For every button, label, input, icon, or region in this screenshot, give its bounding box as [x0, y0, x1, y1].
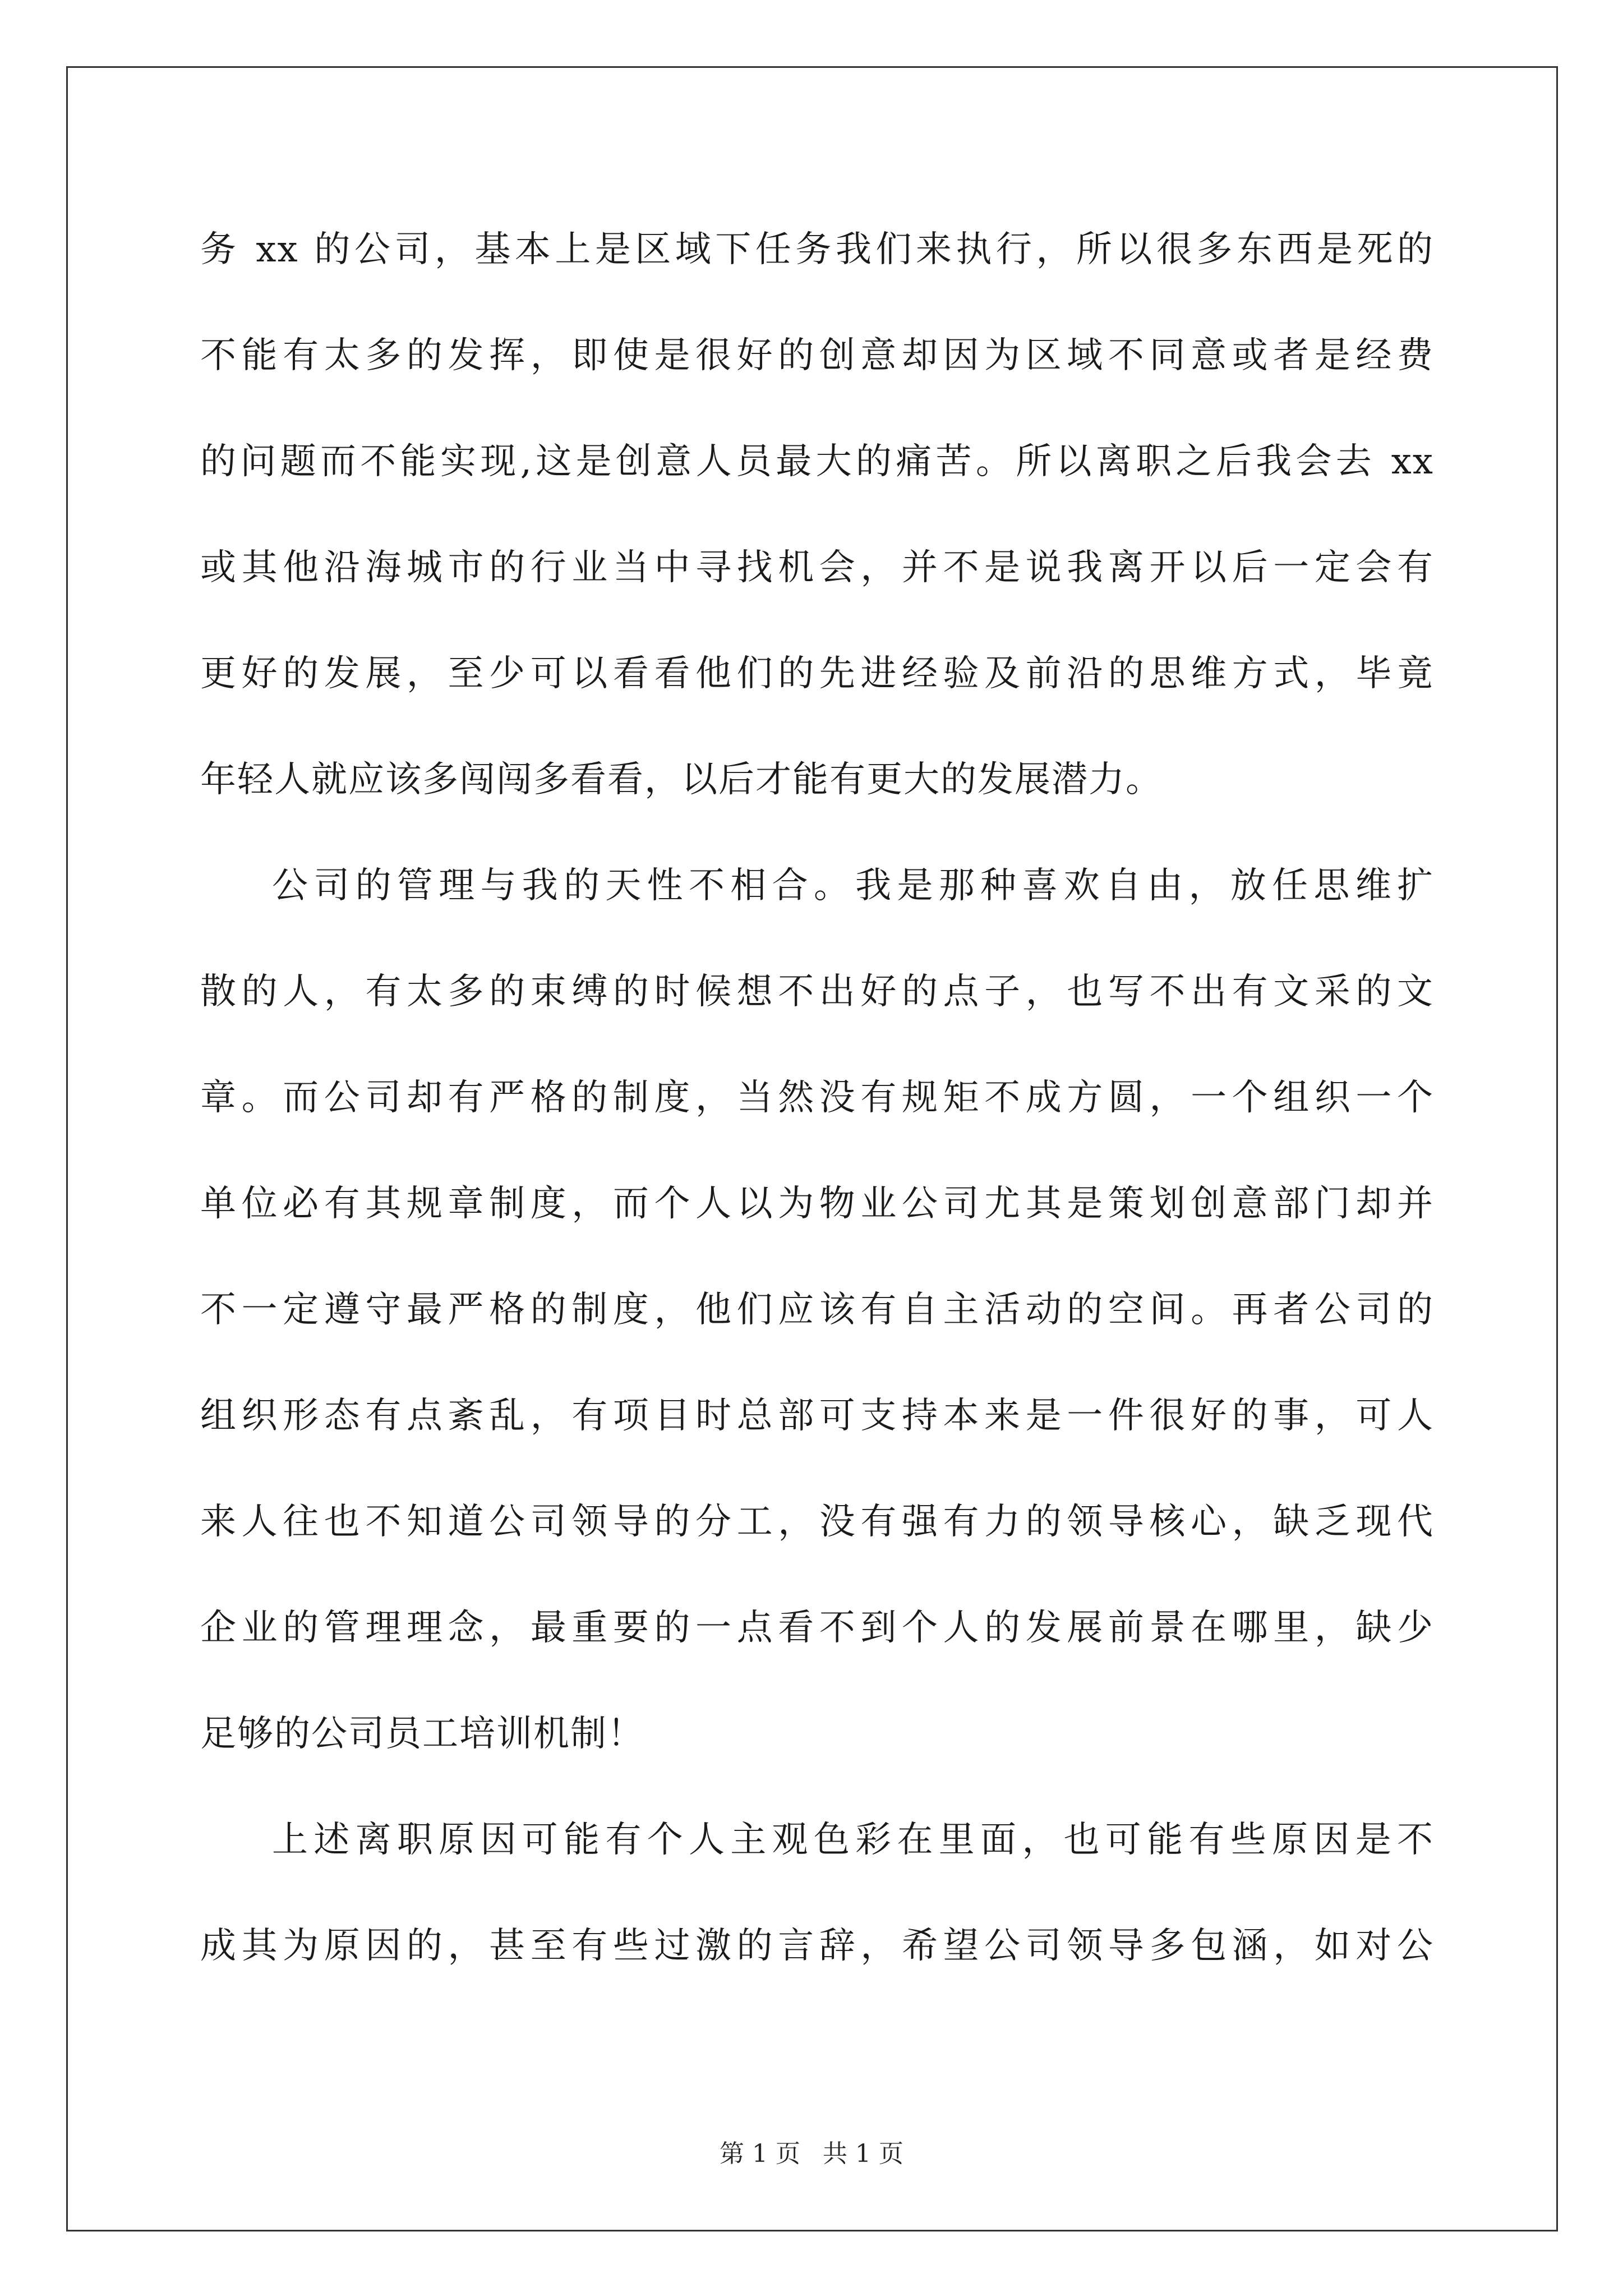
page-number: 第 1 页: [720, 2139, 800, 2168]
text-line: 足够的公司员工培训机制！: [200, 1713, 644, 1755]
text-line: 的问题而不能实现,这是创意人员最大的痛苦。所以离职之后我会去 xx: [200, 441, 1434, 482]
text-line: 企业的管理理念，最重要的一点看不到个人的发展前景在哪里，缺少: [200, 1607, 1434, 1649]
paragraph-first-line: 公司的管理与我的天性不相合。我是那种喜欢自由，放任思维扩: [272, 865, 1434, 907]
text-line: 年轻人就应该多闯闯多看看，以后才能有更大的发展潜力。: [200, 759, 1163, 800]
text-line: 单位必有其规章制度，而个人以为物业公司尤其是策划创意部门却并: [200, 1183, 1434, 1225]
text-line: 不能有太多的发挥，即使是很好的创意却因为区域不同意或者是经费: [200, 335, 1434, 376]
text-line: 散的人，有太多的束缚的时候想不出好的点子，也写不出有文采的文: [200, 971, 1434, 1013]
page-count: 共 1 页: [823, 2139, 903, 2168]
text-line: 章。而公司却有严格的制度，当然没有规矩不成方圆，一个组织一个: [200, 1077, 1434, 1119]
document-body: [200, 208, 1434, 2010]
text-line: 务 xx 的公司，基本上是区域下任务我们来执行，所以很多东西是死的: [200, 229, 1434, 270]
page-footer: [0, 2137, 1623, 2171]
text-line: 更好的发展，至少可以看看他们的先进经验及前沿的思维方式，毕竟: [200, 653, 1434, 694]
text-line: 不一定遵守最严格的制度，他们应该有自主活动的空间。再者公司的: [200, 1289, 1434, 1331]
text-line: 来人往也不知道公司领导的分工，没有强有力的领导核心，缺乏现代: [200, 1501, 1434, 1543]
text-line: 或其他沿海城市的行业当中寻找机会，并不是说我离开以后一定会有: [200, 547, 1434, 588]
paragraph-first-line: 上述离职原因可能有个人主观色彩在里面，也可能有些原因是不: [272, 1819, 1434, 1861]
text-line: 组织形态有点紊乱，有项目时总部可支持本来是一件很好的事，可人: [200, 1395, 1434, 1437]
text-line: 成其为原因的，甚至有些过激的言辞，希望公司领导多包涵，如对公: [200, 1925, 1434, 1967]
